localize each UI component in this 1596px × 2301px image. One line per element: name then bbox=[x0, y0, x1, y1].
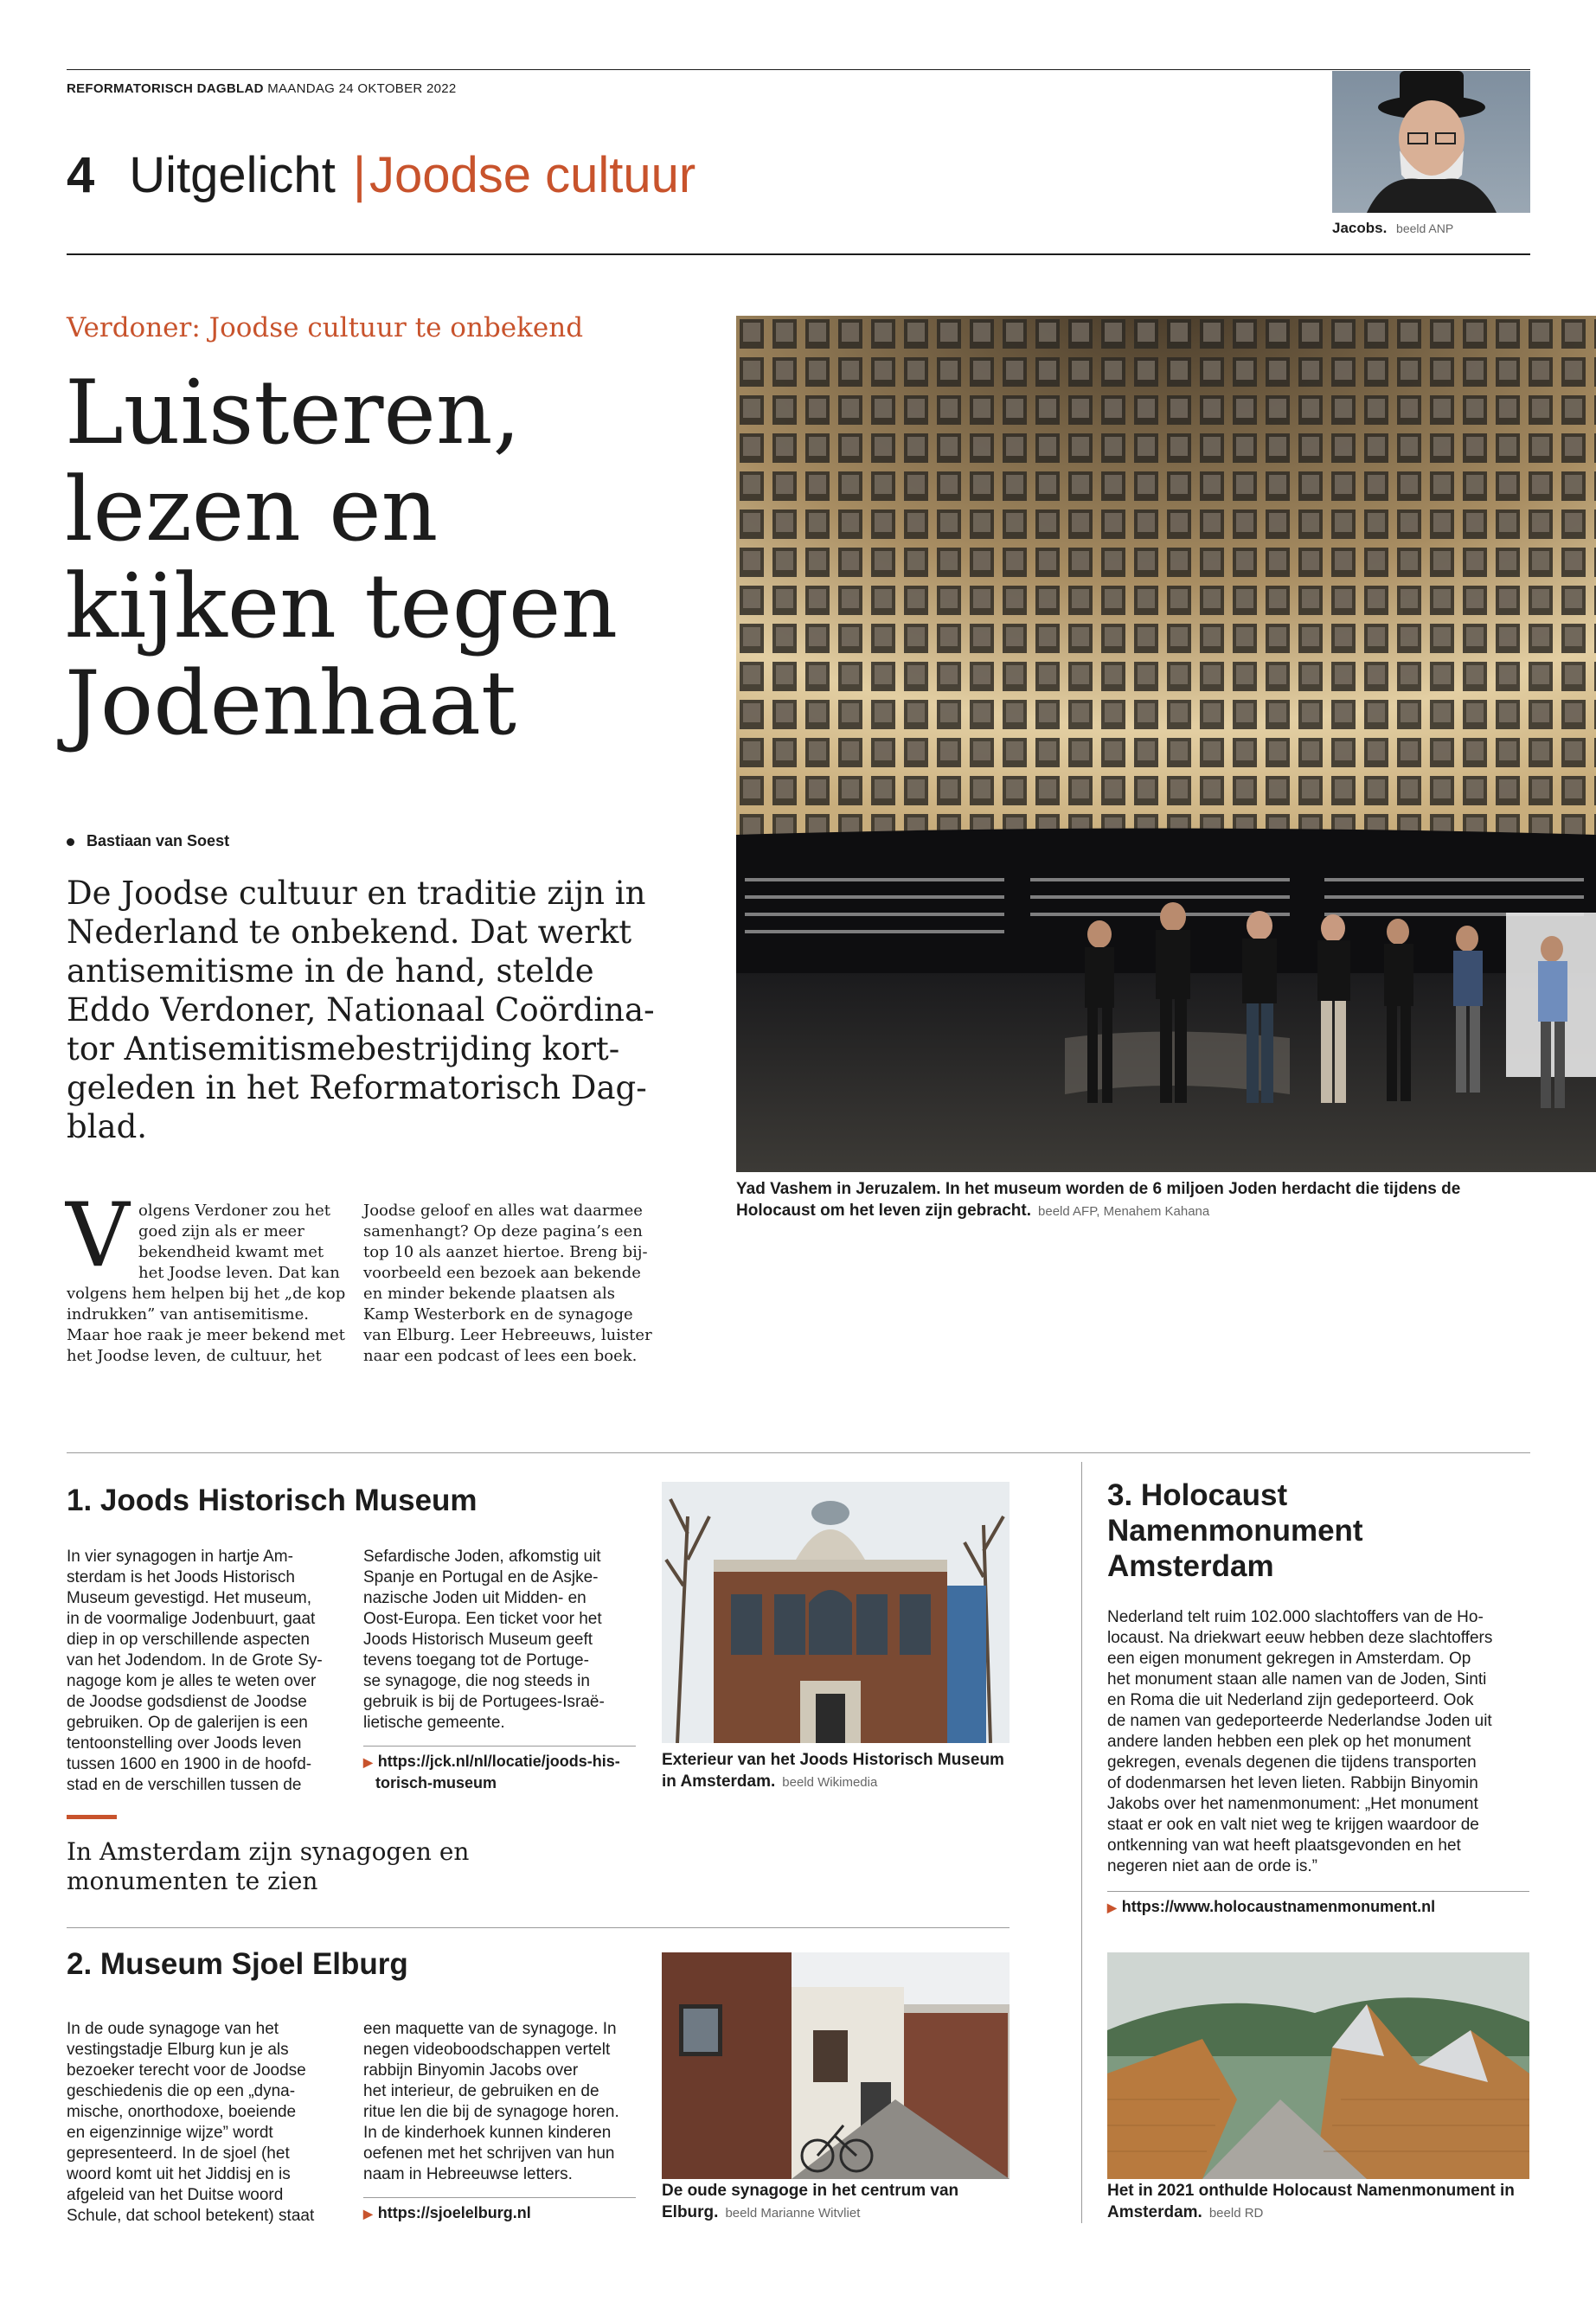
headline-line: Luisteren, bbox=[65, 362, 521, 465]
caption-credit: beeld RD bbox=[1208, 2206, 1264, 2221]
section-divider bbox=[67, 1452, 1530, 1453]
main-photo-yad-vashem bbox=[736, 316, 1596, 1172]
body-line: van Elburg. Leer Hebreeuws, luister bbox=[363, 1326, 652, 1344]
body-line: ontkenning van wat heeft plaatsgevonden en het bbox=[1107, 1836, 1461, 1855]
subhead bbox=[67, 1837, 620, 1896]
article-intro bbox=[67, 874, 672, 1146]
body-line: het Joodse leven, de cultuur, het bbox=[67, 1347, 322, 1365]
link-rule bbox=[1107, 1891, 1529, 1892]
body-line: Sefardische Joden, afkomstig uit bbox=[363, 1548, 601, 1566]
body-line: stad en de verschillen tussen de bbox=[67, 1776, 302, 1794]
column-separator bbox=[1081, 1462, 1082, 2223]
body-line: volgens hem helpen bij het „de kop bbox=[67, 1285, 346, 1303]
link-rule bbox=[363, 1746, 636, 1747]
title-line: Namenmonument bbox=[1107, 1514, 1363, 1548]
caption-line: Holocaust om het leven zijn gebracht. bbox=[736, 1202, 1032, 1220]
portrait-name: Jacobs. bbox=[1332, 220, 1388, 236]
intro-line: antisemitisme in de hand, stelde bbox=[67, 952, 594, 990]
page-section: Uitgelicht bbox=[129, 147, 336, 203]
link-arrow-icon: ▶ bbox=[363, 1755, 373, 1769]
section2-photo-caption bbox=[662, 2180, 1010, 2224]
section1-link[interactable] bbox=[363, 1751, 620, 1793]
section3-photo bbox=[1107, 1952, 1529, 2179]
body-line: staat er ook en valt niet weg te krijgen waardoor de bbox=[1107, 1816, 1479, 1834]
intro-line: tor Antisemitismebestrijding kort- bbox=[67, 1030, 620, 1067]
header-rule bbox=[67, 253, 1530, 255]
caption-credit: beeld Marianne Witvliet bbox=[725, 2206, 861, 2221]
link-text[interactable]: https://www.holocaustnamenmonument.nl bbox=[1121, 1898, 1436, 1915]
subhead-line: In Amsterdam zijn synagogen en bbox=[67, 1837, 470, 1866]
caption-line: in Amsterdam. bbox=[662, 1772, 776, 1791]
body-line: geschiedenis die op een „dyna- bbox=[67, 2082, 296, 2100]
caption-credit: beeld AFP, Menahem Kahana bbox=[1038, 1204, 1210, 1219]
body-line: in de voormalige Jodenbuurt, gaat bbox=[67, 1610, 316, 1628]
body-line: andere landen hebben een plek op het monument bbox=[1107, 1733, 1471, 1751]
body-line: voorbeeld een bezoek aan bekende bbox=[363, 1264, 641, 1282]
section2-col2 bbox=[363, 2019, 640, 2185]
body-line: Spanje en Portugal en de Asjke- bbox=[363, 1568, 599, 1586]
article-body-col1 bbox=[67, 1201, 352, 1367]
author-name: Bastiaan van Soest bbox=[87, 832, 230, 849]
caption-line: Elburg. bbox=[662, 2203, 719, 2221]
section-divider-2 bbox=[67, 1927, 1010, 1928]
body-line: naar een podcast of lees een boek. bbox=[363, 1347, 638, 1365]
article-headline bbox=[65, 362, 740, 755]
caption-line: Yad Vashem in Jeruzalem. In het museum worden de 6 miljoen Joden herdacht die tijdens de bbox=[736, 1180, 1461, 1198]
main-photo-caption bbox=[736, 1178, 1596, 1222]
body-line: goed zijn als er meer bbox=[138, 1222, 304, 1240]
body-line: van het Jodendom. In de Grote Sy- bbox=[67, 1651, 323, 1670]
body-line: locaust. Na driekwart eeuw hebben deze slachtoffers bbox=[1107, 1629, 1493, 1647]
section3-link[interactable] bbox=[1107, 1896, 1435, 1918]
body-line: het interieur, de gebruiken en de bbox=[363, 2082, 599, 2100]
body-line: het monument staan alle namen van de Joden, Sinti bbox=[1107, 1670, 1487, 1689]
body-line: mische, onorthodoxe, boeiende bbox=[67, 2103, 297, 2121]
body-line: sterdam is het Joods Historisch bbox=[67, 1568, 295, 1586]
body-line: afgeleid van het Duitse woord bbox=[67, 2186, 284, 2204]
body-line: oefenen met het schrijven van hun bbox=[363, 2144, 615, 2163]
body-line: de Joodse godsdienst de Joodse bbox=[67, 1693, 307, 1711]
body-line: Oost-Europa. Een ticket voor het bbox=[363, 1610, 602, 1628]
body-line: Kamp Westerbork en de synagoge bbox=[363, 1305, 633, 1324]
section1-col1 bbox=[67, 1547, 352, 1796]
body-line: vestingstadje Elburg kun je als bbox=[67, 2041, 289, 2059]
link-text[interactable]: torisch-museum bbox=[375, 1774, 497, 1791]
body-line: en minder bekende plaatsen als bbox=[363, 1285, 616, 1303]
body-line: Joods Historisch Museum geeft bbox=[363, 1631, 593, 1649]
body-line: woord komt uit het Jiddisj en is bbox=[67, 2165, 291, 2183]
body-line: indrukken” van antisemitisme. bbox=[67, 1305, 309, 1324]
caption-credit: beeld Wikimedia bbox=[782, 1775, 878, 1790]
body-line: gekregen, evenals degenen die tijdens transporten bbox=[1107, 1753, 1477, 1772]
page-topic: Joodse cultuur bbox=[369, 147, 696, 203]
masthead bbox=[67, 81, 457, 96]
body-line: Jakobs over het namenmonument: „Het monument bbox=[1107, 1795, 1478, 1813]
link-arrow-icon: ▶ bbox=[1107, 1900, 1117, 1914]
title-line: Amsterdam bbox=[1107, 1549, 1274, 1583]
body-line: het Joodse leven. Dat kan bbox=[138, 1264, 340, 1282]
elburg-illustration bbox=[662, 1952, 1010, 2179]
caption-line: De oude synagoge in het centrum van bbox=[662, 2182, 959, 2200]
body-line: tussen 1600 en 1900 in de hoofd- bbox=[67, 1755, 312, 1773]
body-line: tevens toegang tot de Portuge- bbox=[363, 1651, 589, 1670]
section2-title: 2. Museum Sjoel Elburg bbox=[67, 1947, 408, 1981]
section1-title: 1. Joods Historisch Museum bbox=[67, 1484, 478, 1517]
headline-line: lezen en bbox=[65, 458, 439, 561]
masthead-paper: REFORMATORISCH DAGBLAD bbox=[67, 81, 264, 96]
caption-line: Amsterdam. bbox=[1107, 2203, 1202, 2221]
section3-title bbox=[1107, 1477, 1363, 1584]
title-line: 3. Holocaust bbox=[1107, 1478, 1288, 1512]
page-separator: | bbox=[352, 147, 367, 203]
link-text[interactable]: https://sjoelelburg.nl bbox=[377, 2204, 531, 2221]
body-line: ritue len die bij de synagoge horen. bbox=[363, 2103, 619, 2121]
body-line: top 10 als aanzet hiertoe. Breng bij- bbox=[363, 1243, 648, 1261]
portrait-illustration bbox=[1332, 71, 1530, 213]
intro-line: blad. bbox=[67, 1108, 148, 1145]
body-line: nazische Joden uit Midden- en bbox=[363, 1589, 586, 1607]
body-line: een eigen monument gekregen in Amsterdam. Op bbox=[1107, 1650, 1471, 1668]
section2-col1 bbox=[67, 2019, 352, 2227]
section3-photo-caption bbox=[1107, 2180, 1531, 2224]
body-line: In de kinderhoek kunnen kinderen bbox=[363, 2124, 612, 2142]
body-line: se synagoge, die nog steeds in bbox=[363, 1672, 590, 1690]
dropcap: V bbox=[66, 1184, 130, 1287]
section1-photo bbox=[662, 1482, 1010, 1743]
section1-col2 bbox=[363, 1547, 640, 1734]
body-line: gepresenteerd. In de sjoel (het bbox=[67, 2144, 290, 2163]
byline-bullet bbox=[67, 838, 74, 846]
headline-line: Jodenhaat bbox=[65, 652, 516, 755]
body-line: In de oude synagoge van het bbox=[67, 2020, 279, 2038]
section2-photo bbox=[662, 1952, 1010, 2179]
body-line: gebruik is bij de Portugees-Israë- bbox=[363, 1693, 605, 1711]
author-byline bbox=[67, 832, 229, 850]
body-line: Museum gevestigd. Het museum, bbox=[67, 1589, 312, 1607]
body-line: negen videoboodschappen vertelt bbox=[363, 2041, 611, 2059]
body-line: negeren niet aan de orde is.” bbox=[1107, 1857, 1317, 1875]
museum-illustration bbox=[662, 1482, 1010, 1743]
body-line: tentoonstelling over Joods leven bbox=[67, 1734, 302, 1753]
body-line: samenhangt? Op deze pagina’s een bbox=[363, 1222, 643, 1240]
body-line: Schule, dat school betekent) staat bbox=[67, 2207, 315, 2225]
body-line: olgens Verdoner zou het bbox=[138, 1202, 330, 1220]
headline-line: kijken tegen bbox=[65, 555, 619, 658]
masthead-date: MAANDAG 24 OKTOBER 2022 bbox=[267, 81, 457, 96]
portrait-photo bbox=[1332, 71, 1530, 213]
body-line: In vier synagogen in hartje Am- bbox=[67, 1548, 293, 1566]
body-line: naam in Hebreeuwse letters. bbox=[363, 2165, 573, 2183]
masthead-rule-top bbox=[67, 69, 1530, 70]
intro-line: Nederland te onbekend. Dat werkt bbox=[67, 913, 632, 951]
body-line: rabbijn Binyomin Jacobs over bbox=[363, 2061, 579, 2080]
link-text[interactable]: https://jck.nl/nl/locatie/joods-his- bbox=[377, 1753, 620, 1770]
article-body-col2 bbox=[363, 1201, 662, 1367]
section3-body bbox=[1107, 1607, 1531, 1877]
subhead-accent bbox=[67, 1815, 117, 1819]
portrait-credit: beeld ANP bbox=[1396, 221, 1454, 235]
body-line: gebruiken. Op de galerijen is een bbox=[67, 1714, 308, 1732]
section1-photo-caption bbox=[662, 1749, 1010, 1793]
body-line: bezoeker terecht voor de Joodse bbox=[67, 2061, 306, 2080]
body-line: bekendheid kwamt met bbox=[138, 1243, 324, 1261]
page-header bbox=[67, 145, 695, 206]
intro-line: Eddo Verdoner, Nationaal Coördina- bbox=[67, 991, 655, 1029]
monument-illustration bbox=[1107, 1952, 1529, 2179]
page-number: 4 bbox=[67, 147, 95, 203]
portrait-caption bbox=[1332, 220, 1453, 237]
body-line: de namen van gedeporteerde Nederlandse Joden uit bbox=[1107, 1712, 1492, 1730]
body-line: Maar hoe raak je meer bekend met bbox=[67, 1326, 345, 1344]
caption-line: Het in 2021 onthulde Holocaust Namenmonument in bbox=[1107, 2182, 1515, 2200]
yad-vashem-illustration bbox=[736, 316, 1596, 1172]
section2-link[interactable] bbox=[363, 2202, 531, 2224]
body-line: nagoge kom je alles te weten over bbox=[67, 1672, 317, 1690]
body-line: en Roma die uit Nederland zijn gedeporteerd. Ook bbox=[1107, 1691, 1474, 1709]
body-line: Nederland telt ruim 102.000 slachtoffers van de Ho- bbox=[1107, 1608, 1484, 1626]
intro-line: geleden in het Reformatorisch Dag- bbox=[67, 1069, 647, 1106]
article-kicker: Verdoner: Joodse cultuur te onbekend bbox=[67, 312, 584, 343]
link-arrow-icon: ▶ bbox=[363, 2207, 373, 2221]
body-line: een maquette van de synagoge. In bbox=[363, 2020, 617, 2038]
subhead-line: monumenten te zien bbox=[67, 1867, 318, 1895]
intro-line: De Joodse cultuur en traditie zijn in bbox=[67, 875, 646, 912]
caption-line: Exterieur van het Joods Historisch Museum bbox=[662, 1751, 1004, 1769]
body-line: diep in op verschillende aspecten bbox=[67, 1631, 310, 1649]
body-line: lietische gemeente. bbox=[363, 1714, 505, 1732]
body-line: en eigenzinnige wijze” wordt bbox=[67, 2124, 273, 2142]
body-line: of dodenmarsen het leven lieten. Rabbijn Binyomin bbox=[1107, 1774, 1478, 1792]
link-rule bbox=[363, 2197, 636, 2198]
body-line: Joodse geloof en alles wat daarmee bbox=[363, 1202, 643, 1220]
